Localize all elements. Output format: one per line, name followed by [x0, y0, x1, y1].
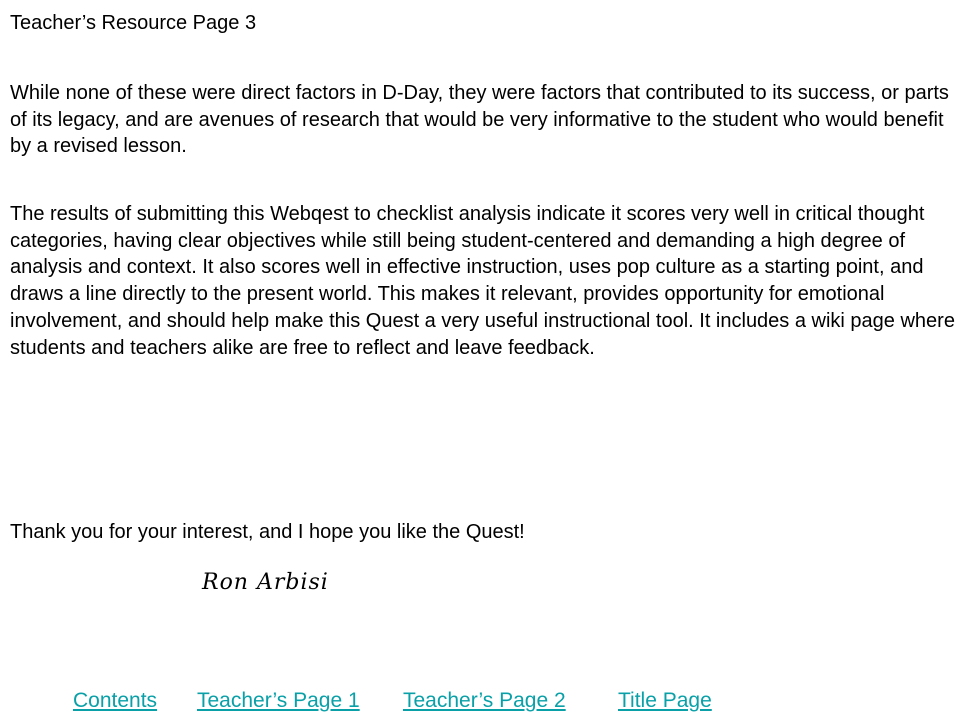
body-paragraph-factors: While none of these were direct factors in D-Day, they were factors that contributed to its success, or parts of its legacy, and are avenues of research that would be very informative to the student who would benefit by a revised lesson. [10, 82, 949, 158]
nav-link-teachers-page-1[interactable]: Teacher’s Page 1 [197, 689, 360, 712]
body-paragraph-analysis: The results of submitting this Webqest to checklist analysis indicate it scores very well in critical thought categories, having clear objectives while still being student-centered and demanding a high degree of analysis and context. It also scores well in effective instruction, uses pop culture as a starting point, and draws a line directly to the present world. This makes it relevant, provides opportunity for emotional involvement, and should help make this Quest a very useful instructional tool. It includes a wiki page where students and teachers alike are free to reflect and leave feedback. [10, 203, 955, 359]
author-signature: Ron Arbisi [202, 570, 329, 595]
nav-link-teachers-page-2[interactable]: Teacher’s Page 2 [403, 689, 566, 712]
thanks-text: Thank you for your interest, and I hope you like the Quest! [10, 521, 525, 543]
nav-link-contents[interactable]: Contents [73, 689, 158, 712]
nav-link-title-page[interactable]: Title Page [618, 689, 712, 712]
page-title: Teacher’s Resource Page 3 [10, 12, 257, 34]
